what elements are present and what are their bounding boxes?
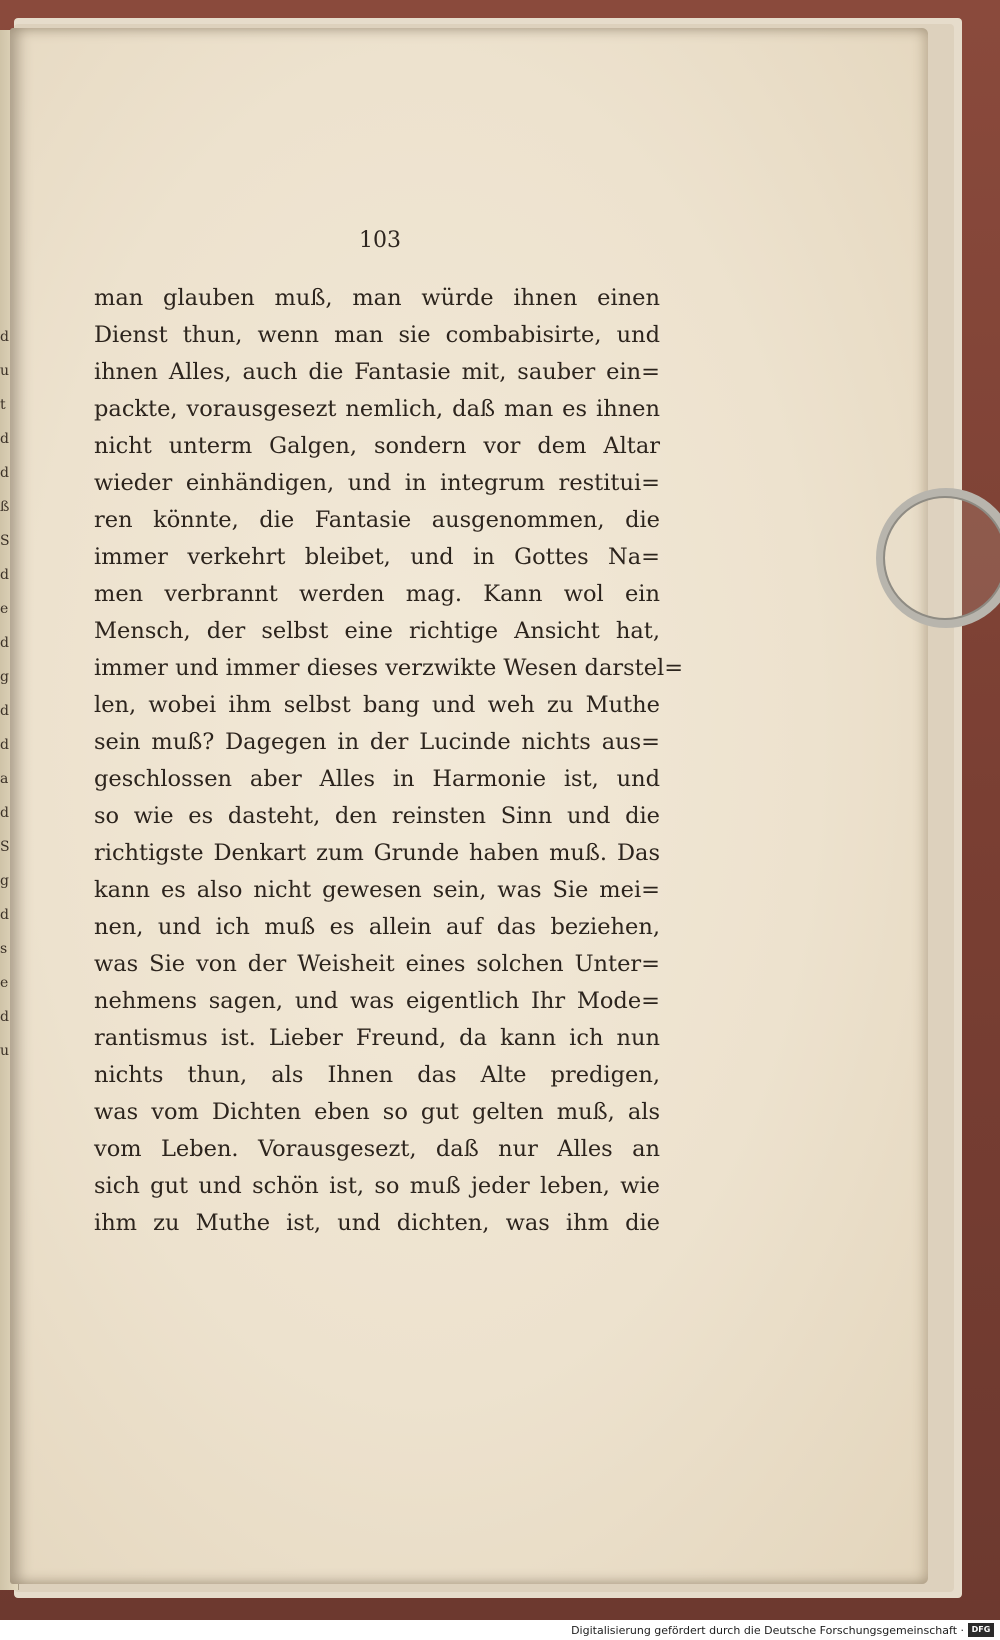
left-fragment: d [0, 431, 9, 447]
text-line: man glauben muß, man würde ihnen einen [94, 285, 660, 311]
left-fragment: ß [0, 499, 10, 515]
text-line: so wie es dasteht, den reinsten Sinn und die [94, 803, 660, 829]
text-line: was Sie von der Weisheit eines solchen Unter= [94, 951, 660, 977]
text-line: richtigste Denkart zum Grunde haben muß. Das [94, 840, 660, 866]
page-number: 103 [359, 228, 401, 253]
text-line: vom Leben. Vorausgesezt, daß nur Alles an [94, 1136, 660, 1162]
text-line: rantismus ist. Lieber Freund, da kann ich nun [94, 1025, 660, 1051]
left-fragment: d [0, 1009, 9, 1025]
text-line: kann es also nicht gewesen sein, was Sie mei= [94, 877, 660, 903]
text-line: nehmens sagen, und was eigentlich Ihr Mode= [94, 988, 660, 1014]
body-text [94, 280, 684, 1242]
left-fragment: d [0, 329, 9, 345]
text-line: sein muß? Dagegen in der Lucinde nichts aus= [94, 729, 660, 755]
left-fragment: d [0, 907, 9, 923]
left-fragment: d [0, 635, 9, 651]
left-fragment: t [0, 397, 6, 413]
left-fragment: e [0, 601, 9, 617]
left-fragment: d [0, 703, 9, 719]
text-line: immer und immer dieses verzwikte Wesen darstel= [94, 655, 684, 681]
left-fragment: a [0, 771, 9, 787]
text-line: ihm zu Muthe ist, und dichten, was ihm die [94, 1210, 660, 1236]
left-fragment: d [0, 567, 9, 583]
left-fragment: d [0, 737, 9, 753]
left-fragment: d [0, 805, 9, 821]
text-line: immer verkehrt bleibet, und in Gottes Na= [94, 544, 660, 570]
left-fragment: e [0, 975, 9, 991]
left-fragment: u [0, 1043, 10, 1059]
paper-clip-inner [883, 496, 1000, 620]
footer-credit: Digitalisierung gefördert durch die Deutsche Forschungsgemeinschaft · [571, 1624, 964, 1637]
text-line: Mensch, der selbst eine richtige Ansicht hat, [94, 618, 660, 644]
text-line: nicht unterm Galgen, sondern vor dem Altar [94, 433, 660, 459]
left-fragment: S [0, 533, 10, 549]
text-line: len, wobei ihm selbst bang und weh zu Muthe [94, 692, 660, 718]
text-line: packte, vorausgesezt nemlich, daß man es ihnen [94, 396, 660, 422]
left-fragment: g [0, 873, 9, 889]
text-line: ihnen Alles, auch die Fantasie mit, sauber ein= [94, 359, 660, 385]
text-line: men verbrannt werden mag. Kann wol ein [94, 581, 660, 607]
left-fragment: S [0, 839, 10, 855]
text-line: Dienst thun, wenn man sie combabisirte, und [94, 322, 660, 348]
text-line: ren könnte, die Fantasie ausgenommen, die [94, 507, 660, 533]
text-line: geschlossen aber Alles in Harmonie ist, und [94, 766, 660, 792]
text-line: was vom Dichten eben so gut gelten muß, als [94, 1099, 660, 1125]
left-fragment: u [0, 363, 10, 379]
book-page [10, 28, 928, 1584]
text-line: nen, und ich muß es allein auf das beziehen, [94, 914, 660, 940]
left-fragment: d [0, 465, 9, 481]
text-line: wieder einhändigen, und in integrum restitui= [94, 470, 660, 496]
text-line: sich gut und schön ist, so muß jeder leben, wie [94, 1173, 660, 1199]
left-fragment: s [0, 941, 8, 957]
left-fragment: g [0, 669, 9, 685]
dfg-logo: DFG [968, 1623, 994, 1637]
text-line: nichts thun, als Ihnen das Alte predigen, [94, 1062, 660, 1088]
